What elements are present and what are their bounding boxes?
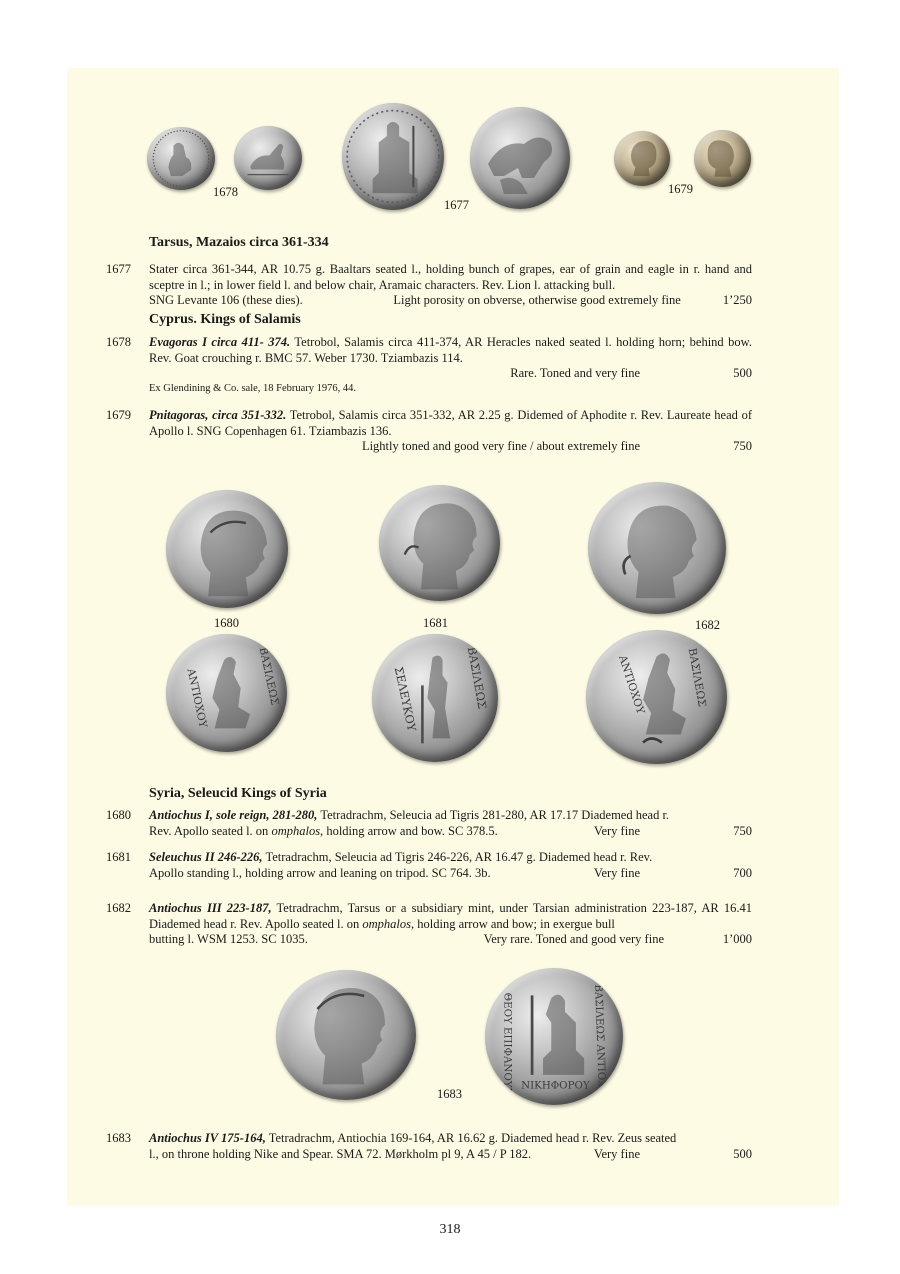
image-label-1679: 1679 — [668, 182, 693, 196]
lot-1680-line2: Rev. Apollo seated l. on — [149, 823, 272, 838]
lot-1683-description — [149, 1131, 752, 1162]
image-label-1677: 1677 — [444, 198, 469, 212]
lot-1682-description — [149, 901, 752, 948]
coin-1681-legend-right: ΒΑΣΙΛΕΩΣ — [464, 645, 490, 711]
lot-1683-title: Antiochus IV 175-164, — [149, 1131, 266, 1145]
lot-1677-condition: Light porosity on obverse, otherwise good extremely fine — [393, 293, 681, 307]
coin-1683-reverse-image — [485, 968, 623, 1105]
lot-1680-line2-end: holding arrow and bow. SC 378.5. — [323, 823, 498, 838]
lot-1678-provenance: Ex Glendining & Co. sale, 18 February 1976, 44. — [149, 382, 357, 394]
section-heading-cyprus: Cyprus. Kings of Salamis — [149, 312, 301, 327]
coin-1677-reverse-image — [470, 107, 570, 209]
lot-1680-condition: Very fine — [593, 823, 640, 838]
coin-1683-legend-left: ΘΕΟΥ ΕΠΙΦΑΝΟΥΣ — [501, 992, 514, 1095]
lot-1682-text-a: Tetradrachm, Tarsus or a subsidiary mint, under Tarsian administration 223-187, AR 16.41 Diademed head r. Rev. Apollo seated l. on — [149, 901, 753, 931]
lot-1679-condition: Lightly toned and good very fine / about extremely fine — [361, 439, 640, 453]
coin-1679-obverse-image — [614, 131, 670, 186]
coin-1683-legend-right: ΒΑΣΙΛΕΩΣ ΑΝΤΙΟΧΟΥ — [592, 984, 609, 1103]
lot-1681-text: Tetradrachm, Seleucia ad Tigris 246-226, AR 16.47 g. Diademed head r. Rev. — [262, 850, 653, 864]
coin-1682-obverse-image — [588, 482, 726, 614]
lot-1682-text-b: holding arrow and bow; in exergue bull — [414, 916, 615, 931]
lot-1680-text: Tetradrachm, Seleucia ad Tigris 281-280, AR 17.17 Diademed head r. — [317, 808, 670, 822]
lot-1677-price: 1’250 — [722, 293, 752, 307]
lot-number-1680: 1680 — [106, 808, 131, 822]
image-label-1680: 1680 — [214, 616, 239, 630]
lot-1682-text-italic: omphalos, — [362, 916, 415, 931]
lot-1679-text: Tetrobol, Salamis circa 351-332, AR 2.25 g. Didemed of Aphodite r. Rev. Laureate head of Apollo l. SNG Copenhagen 61. Tziambazis 136. — [149, 408, 752, 438]
coin-1681-reverse-image — [372, 634, 498, 762]
lot-1679-price: 750 — [733, 439, 752, 453]
lot-1682-price: 1’000 — [722, 932, 752, 946]
coin-1678-reverse-image — [234, 126, 302, 190]
coin-1679-reverse-image — [694, 130, 751, 187]
image-label-1683: 1683 — [437, 1087, 462, 1101]
coin-1682-reverse-image — [586, 630, 727, 764]
image-label-1678: 1678 — [213, 185, 238, 199]
lot-1677-text: Stater circa 361-344, AR 10.75 g. Baaltars seated l., holding bunch of grapes, ear of grain and eagle in r. hand and sceptre in l.; in lower field l. and below chair, Aramaic characters. Rev. Lion l. attacking bull. — [149, 262, 752, 292]
lot-1678-text: Tetrobol, Salamis circa 411-374, AR Heracles naked seated l. holding horn; behind bow. Rev. Goat crouching r. BMC 57. Weber 1730. Tziambazis 114. — [149, 335, 752, 365]
lot-1677-reference: SNG Levante 106 (these dies). — [149, 293, 303, 307]
lot-1680-price: 750 — [733, 823, 752, 838]
lot-1682-line3: butting l. WSM 1253. SC 1035. — [149, 932, 308, 946]
lot-number-1681: 1681 — [106, 850, 131, 864]
coin-1680-obverse-image — [166, 490, 288, 608]
lot-1678-condition: Rare. Toned and very fine — [510, 366, 640, 380]
lot-number-1679: 1679 — [106, 408, 131, 422]
lot-number-1683: 1683 — [106, 1131, 131, 1145]
lot-1678-title: Evagoras I circa 411- 374. — [149, 335, 291, 349]
section-heading-tarsus: Tarsus, Mazaios circa 361-334 — [149, 235, 329, 250]
lot-number-1678: 1678 — [106, 335, 131, 349]
lot-1681-condition: Very fine — [593, 865, 640, 880]
coin-1682-legend-right: ΒΑΣΙΛΕΩΣ — [685, 647, 709, 708]
coin-1681-obverse-image — [379, 485, 500, 601]
lot-1681-description — [149, 850, 752, 881]
lot-1681-title: Seleuchus II 246-226, — [149, 850, 263, 864]
coin-1683-obverse-image — [276, 970, 416, 1100]
coin-1680-legend-right: ΒΑΣΙΛΕΩΣ — [256, 646, 282, 707]
lot-number-1682: 1682 — [106, 901, 131, 915]
lot-1683-price: 500 — [733, 1146, 752, 1161]
section-heading-syria: Syria, Seleucid Kings of Syria — [149, 786, 327, 801]
lot-1679-description — [149, 408, 752, 455]
lot-1682-condition: Very rare. Toned and good very fine — [483, 932, 664, 946]
lot-1683-line2: l., on throne holding Nike and Spear. SMA 72. Mørkholm pl 9, A 45 / P 182. — [149, 1146, 532, 1161]
lot-1678-price: 500 — [733, 366, 752, 380]
lot-1680-title: Antiochus I, sole reign, 281-280, — [149, 808, 318, 822]
coin-1681-legend-left: ΣΕΛΕΥΚΟΥ — [391, 665, 420, 733]
page-number: 318 — [439, 1222, 461, 1237]
lot-1683-text: Tetradrachm, Antiochia 169-164, AR 16.62 g. Diademed head r. Rev. Zeus seated — [265, 1131, 677, 1145]
lot-1682-title: Antiochus III 223-187, — [149, 901, 272, 915]
lot-1683-condition: Very fine — [593, 1146, 640, 1161]
lot-1680-line2-italic: omphalos, — [271, 823, 324, 838]
lot-1681-line2: Apollo standing l., holding arrow and leaning on tripod. SC 764. 3b. — [149, 865, 491, 880]
lot-1679-title: Pnitagoras, circa 351-332. — [149, 408, 287, 422]
lot-1680-description — [149, 808, 752, 839]
lot-number-1677: 1677 — [106, 262, 131, 276]
coin-1682-legend-left: ΑΝΤΙΟΧΟΥ — [616, 653, 648, 716]
coin-1677-obverse-image — [342, 103, 444, 210]
lot-1678-description — [149, 335, 752, 396]
image-label-1682: 1682 — [695, 618, 720, 632]
coin-1683-legend-bottom: ΝΙΚΗΦΟΡΟΥ — [521, 1079, 590, 1092]
image-label-1681: 1681 — [423, 616, 448, 630]
lot-1681-price: 700 — [733, 865, 752, 880]
coin-1680-reverse-image — [166, 634, 287, 752]
lot-1677-description — [149, 262, 752, 309]
coin-1680-legend-left: ΑΝΤΙΟΧΟΥ — [184, 667, 210, 729]
coin-1678-obverse-image — [147, 127, 215, 190]
